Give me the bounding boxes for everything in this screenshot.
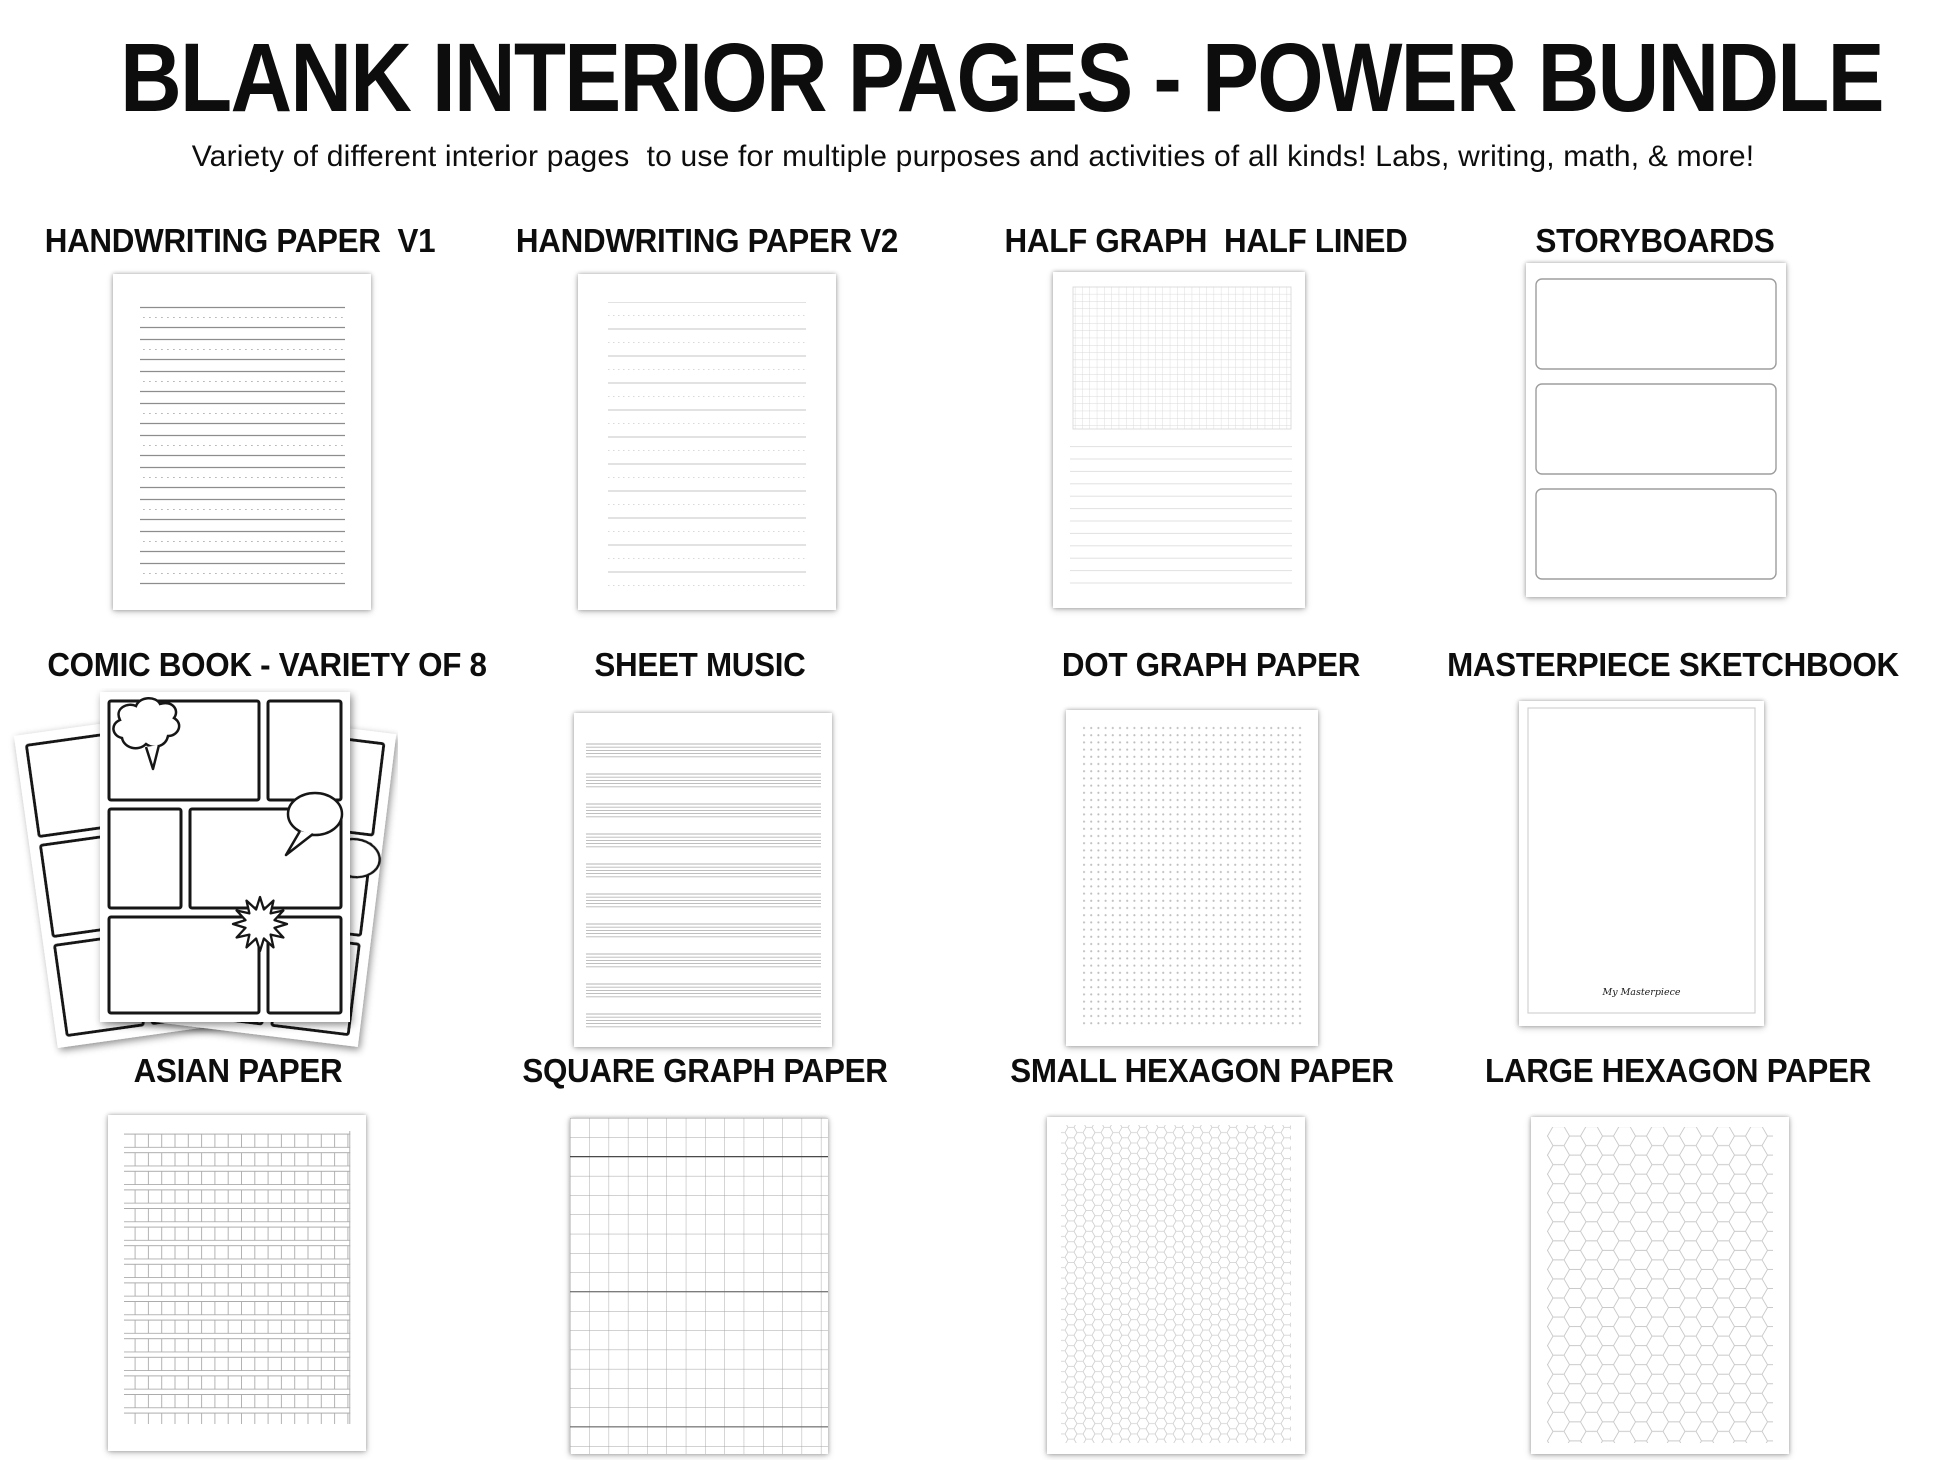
label-dot-graph: DOT GRAPH PAPER [1061,646,1361,683]
thumbnail-sheet-music [574,713,832,1047]
small-hexagon-page-icon [1047,1117,1305,1454]
label-small-hexagon: SMALL HEXAGON PAPER [1010,1052,1394,1089]
handwriting-v2-page-icon [578,274,836,610]
thumbnail-storyboards [1526,263,1786,597]
thumbnail-asian-paper [108,1115,366,1451]
square-graph-page-icon [570,1118,828,1454]
label-storyboards: STORYBOARDS [1535,222,1775,259]
asian-paper-page-icon [108,1115,366,1451]
sketchbook-caption: My Masterpiece [1602,987,1681,998]
sketchbook-page-icon [1519,701,1764,1026]
label-half-graph-half-lined: HALF GRAPH HALF LINED [1004,222,1408,259]
sheet-music-page-icon [574,713,832,1047]
thumbnail-handwriting-v2 [578,274,836,610]
label-handwriting-v2: HANDWRITING PAPER V2 [515,222,899,259]
label-masterpiece-sketchbook: MASTERPIECE SKETCHBOOK [1447,646,1899,683]
thumbnail-half-graph-half-lined [1053,272,1305,608]
thumbnail-large-hexagon [1531,1117,1789,1454]
thumbnail-comic-book-collage [0,688,398,1066]
label-sheet-music: SHEET MUSIC [594,646,806,683]
comic-pages-icon [0,688,398,1066]
label-asian-paper: ASIAN PAPER [133,1052,343,1089]
thumbnail-square-graph [570,1118,828,1454]
dot-graph-page-icon [1066,710,1318,1046]
label-handwriting-v1: HANDWRITING PAPER V1 [44,222,436,259]
page-subtitle: Variety of different interior pages to use for multiple purposes and activities of all kinds! Labs, writing, math, & more! [191,140,1755,173]
thumbnail-handwriting-v1 [113,274,371,610]
label-square-graph: SQUARE GRAPH PAPER [522,1052,888,1089]
thumbnail-dot-graph [1066,710,1318,1046]
label-comic-book: COMIC BOOK - VARIETY OF 8 [47,646,487,683]
label-large-hexagon: LARGE HEXAGON PAPER [1485,1052,1871,1089]
page-title: BLANK INTERIOR PAGES - POWER BUNDLE [120,23,1883,132]
handwriting-v1-page-icon [113,274,371,610]
half-graph-page-icon [1053,272,1305,608]
large-hexagon-page-icon [1531,1117,1789,1454]
storyboards-page-icon [1526,263,1786,597]
thumbnail-masterpiece-sketchbook [1519,701,1764,1026]
thumbnail-small-hexagon [1047,1117,1305,1454]
comic-page-center [100,692,350,1022]
